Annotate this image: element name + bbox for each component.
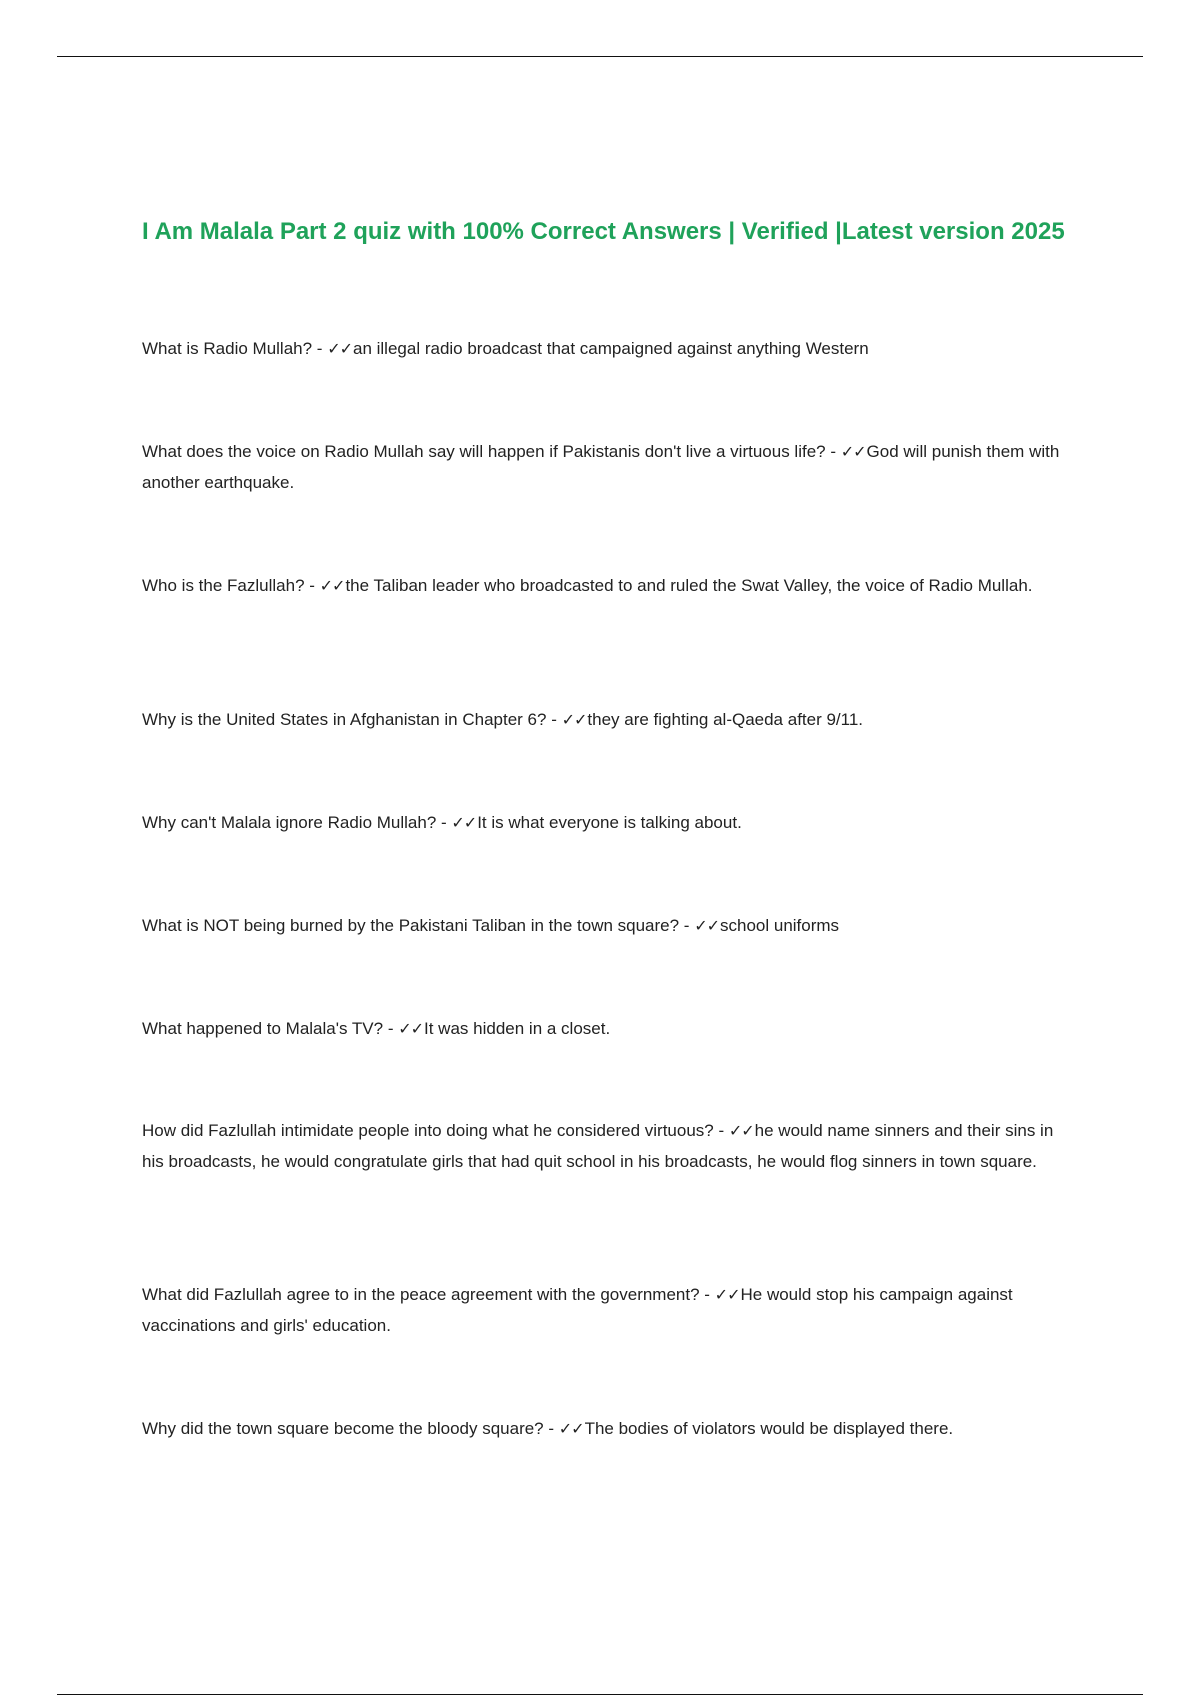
double-check-icon: ✓✓	[451, 813, 477, 832]
separator: -	[383, 1019, 399, 1038]
question-text: What is Radio Mullah?	[142, 339, 313, 358]
question-text: Who is the Fazlullah?	[142, 576, 305, 595]
double-check-icon: ✓✓	[714, 1285, 740, 1304]
answer-text: an illegal radio broadcast that campaigned against anything Western	[353, 339, 869, 358]
qa-item	[142, 1115, 1067, 1177]
answer-text: It is what everyone is talking about.	[477, 813, 742, 832]
separator: -	[304, 576, 320, 595]
double-check-icon: ✓✓	[398, 1019, 424, 1038]
double-check-icon: ✓✓	[840, 442, 866, 461]
question-text: What happened to Malala's TV?	[142, 1019, 384, 1038]
document-title: I Am Malala Part 2 quiz with 100% Correct Answers | Verified |Latest version 2025	[142, 218, 1065, 245]
question-text: What does the voice on Radio Mullah say will happen if Pakistanis don't live a virtuous life?	[142, 442, 826, 461]
answer-text: It was hidden in a closet.	[424, 1019, 611, 1038]
double-check-icon: ✓✓	[561, 710, 587, 729]
separator: -	[699, 1285, 715, 1304]
answer-text: God will punish them with another earthquake.	[142, 442, 1060, 492]
separator: -	[436, 813, 452, 832]
qa-item	[142, 910, 1067, 941]
separator: -	[546, 710, 562, 729]
top-rule	[57, 56, 1143, 57]
double-check-icon: ✓✓	[694, 916, 719, 935]
answer-text: he would name sinners and their sins in his broadcasts, he would congratulate girls that had quit school in his broadcasts, he would flog sinners in town square.	[142, 1121, 1054, 1171]
separator: -	[543, 1419, 559, 1438]
answer-text: the Taliban leader who broadcasted to and ruled the Swat Valley, the voice of Radio Mullah.	[345, 576, 1033, 595]
qa-item	[142, 1413, 1067, 1444]
answer-text: He would stop his campaign against vaccinations and girls' education.	[142, 1285, 1013, 1335]
double-check-icon: ✓✓	[728, 1121, 754, 1140]
qa-item	[142, 570, 1067, 601]
bottom-rule	[57, 1694, 1143, 1695]
separator: -	[713, 1121, 729, 1140]
question-text: Why is the United States in Afghanistan in Chapter 6?	[142, 710, 547, 729]
answer-text: The bodies of violators would be displayed there.	[584, 1419, 954, 1438]
question-text: Why did the town square become the bloody square?	[142, 1419, 544, 1438]
qa-item	[142, 1279, 1067, 1341]
qa-item	[142, 1013, 1067, 1044]
question-text: Why can't Malala ignore Radio Mullah?	[142, 813, 437, 832]
double-check-icon: ✓✓	[558, 1419, 584, 1438]
qa-item	[142, 436, 1067, 498]
qa-item	[142, 333, 1067, 364]
qa-item	[142, 704, 1067, 735]
double-check-icon: ✓✓	[319, 576, 345, 595]
separator: -	[825, 442, 841, 461]
question-text: What is NOT being burned by the Pakistani Taliban in the town square?	[142, 916, 680, 935]
answer-text: they are fighting al-Qaeda after 9/11.	[587, 710, 864, 729]
separator: -	[312, 339, 328, 358]
separator: -	[679, 916, 695, 935]
answer-text: school uniforms	[720, 916, 840, 935]
document-body	[142, 215, 1067, 1438]
qa-item	[142, 807, 1067, 838]
question-text: How did Fazlullah intimidate people into doing what he considered virtuous?	[142, 1121, 714, 1140]
question-text: What did Fazlullah agree to in the peace agreement with the government?	[142, 1285, 700, 1304]
double-check-icon: ✓✓	[327, 339, 352, 358]
